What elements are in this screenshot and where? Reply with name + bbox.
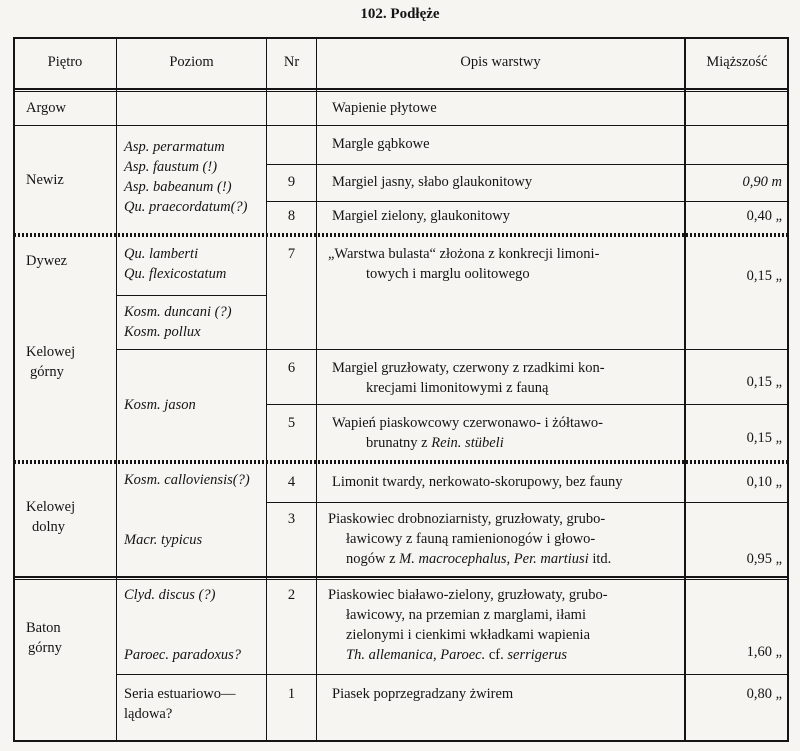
zone-name: Asp. perarmatum — [124, 139, 225, 155]
row-divider — [14, 579, 788, 580]
layer-thickness: 1,60 „ — [746, 644, 782, 660]
layer-description: Wapień piaskowcowy czerwonawo- i żółtawo- — [332, 415, 604, 431]
zone-name: lądowa? — [124, 706, 173, 722]
layer-description: Piaskowiec drobnoziarnisty, gruzłowaty, grubo- — [328, 511, 606, 527]
row-divider — [266, 502, 788, 503]
layer-description: Piaskowiec białawo-zielony, gruzłowaty, grubo- — [328, 587, 608, 603]
zone-name: Asp. babeanum (!) — [124, 179, 232, 195]
header-opis: Opis warstwy — [460, 54, 541, 70]
layer-description: ławicowy z fauną ramienionogów i głowo- — [346, 531, 596, 547]
layer-thickness: 0,80 „ — [746, 686, 782, 702]
stage-kelowej-dolny: dolny — [32, 519, 66, 535]
layer-thickness: 0,90 m — [742, 174, 782, 190]
layer-number: 4 — [287, 474, 296, 490]
zone-name: Kosm. calloviensis(?) — [124, 472, 250, 488]
layer-number: 8 — [287, 208, 296, 224]
zone-name: Kosm. duncani (?) — [124, 304, 232, 320]
layer-description: krecjami limonitowymi z fauną — [366, 380, 549, 396]
layer-thickness: 0,15 „ — [746, 268, 782, 284]
stage-baton: Baton — [26, 620, 61, 636]
col-divider — [266, 38, 267, 741]
header-pietro: Piętro — [47, 54, 83, 70]
layer-description: nogów z M. macrocephalus, Per. martiusi itd. — [346, 551, 612, 567]
layer-description: brunatny z Rein. stübeli — [366, 435, 504, 451]
zone-name: Seria estuariowo— — [124, 686, 236, 702]
header-miazszosc: Miąższość — [706, 54, 768, 70]
layer-number: 2 — [287, 587, 296, 603]
zone-name: Paroec. paradoxus? — [124, 647, 242, 663]
zone-name: Macr. typicus — [124, 532, 203, 548]
stage-boundary — [14, 576, 788, 578]
header-divider — [14, 88, 788, 90]
zone-name: Kosm. jason — [124, 397, 196, 413]
stage-dywez: Dywez — [26, 253, 68, 269]
row-divider — [266, 349, 788, 350]
layer-number: 9 — [287, 174, 296, 190]
layer-description: Margiel zielony, glaukonitowy — [332, 208, 510, 224]
zone-name: Kosm. pollux — [124, 324, 201, 340]
stage-newiz: Newiz — [26, 172, 64, 188]
zone-name: Asp. faustum (!) — [124, 159, 218, 175]
col-divider — [316, 38, 317, 741]
layer-description: Piasek poprzegradzany żwirem — [332, 686, 514, 702]
layer-thickness: 0,15 „ — [746, 374, 782, 390]
layer-thickness: 0,95 „ — [746, 551, 782, 567]
layer-description: zielonymi i cienkimi wkładkami wapienia — [346, 627, 591, 643]
zone-name: Qu. lamberti — [124, 246, 199, 262]
row-divider — [14, 125, 788, 126]
layer-description: ławicowy, na przemian z marglami, iłami — [346, 607, 586, 623]
layer-description: Limonit twardy, nerkowato-skorupowy, bez fauny — [332, 474, 623, 490]
layer-description: Th. allemanica, Paroec. cf. serrigerus — [346, 647, 567, 663]
layer-number: 7 — [287, 246, 296, 262]
col-divider — [116, 38, 117, 741]
stage-kelowej-dolny: Kelowej — [26, 499, 76, 515]
layer-description: towych i marglu oolitowego — [366, 266, 530, 282]
stage-boundary — [14, 460, 788, 464]
stage-baton: górny — [28, 640, 62, 656]
page-title: 102. Podłęże — [360, 6, 440, 22]
stage-argow: Argow — [26, 100, 67, 116]
zone-name: Clyd. discus (?) — [124, 587, 216, 603]
row-divider — [116, 349, 266, 350]
layer-number: 1 — [287, 686, 296, 702]
stage-kelowej-gorny: górny — [30, 364, 64, 380]
stage-boundary — [14, 233, 788, 237]
header-nr: Nr — [283, 54, 300, 70]
layer-description: Margiel jasny, słabo glaukonitowy — [332, 174, 533, 190]
layer-description: Margiel gruzłowaty, czerwony z rzadkimi kon- — [332, 360, 605, 376]
layer-thickness: 0,10 „ — [746, 474, 782, 490]
row-divider — [116, 674, 788, 675]
layer-thickness: 0,15 „ — [746, 430, 782, 446]
zone-name: Qu. praecordatum(?) — [124, 199, 248, 215]
layer-number: 6 — [287, 360, 296, 376]
row-divider — [266, 164, 788, 165]
layer-number: 5 — [287, 415, 296, 431]
header-poziom: Poziom — [169, 54, 214, 70]
zone-name: Qu. flexicostatum — [124, 266, 227, 282]
layer-description: „Warstwa bulasta“ złożona z konkrecji limoni- — [328, 246, 600, 262]
row-divider — [116, 295, 266, 296]
layer-description: Margle gąbkowe — [332, 136, 430, 152]
layer-description: Wapienie płytowe — [332, 100, 437, 116]
layer-thickness: 0,40 „ — [746, 208, 782, 224]
header-divider — [14, 91, 788, 92]
layer-number: 3 — [287, 511, 296, 527]
stage-kelowej-gorny: Kelowej — [26, 344, 76, 360]
row-divider — [266, 201, 788, 202]
row-divider — [266, 404, 788, 405]
